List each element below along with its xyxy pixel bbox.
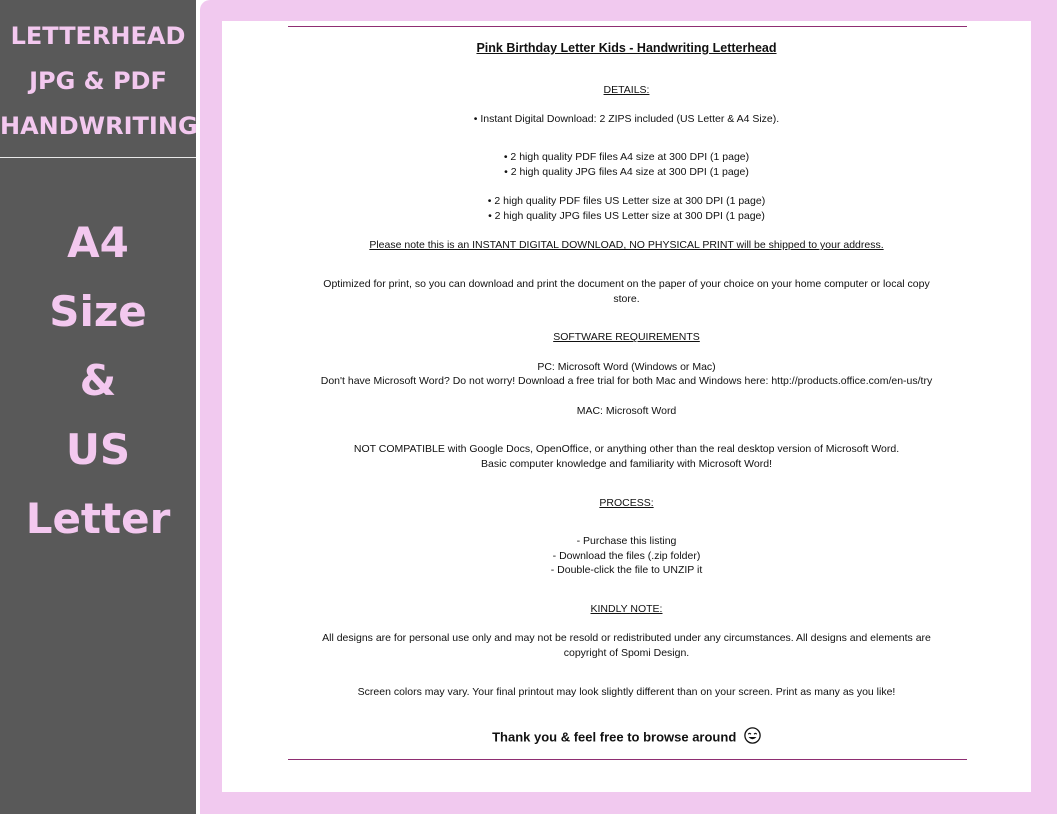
details-us-pdf: • 2 high quality PDF files US Letter size at 300 DPI (1 page) xyxy=(487,195,766,207)
document-title: Pink Birthday Letter Kids - Handwriting Letterhead xyxy=(476,41,777,55)
optimized-text-line-1: Optimized for print, so you can download and print the document on the paper of your choice on your home computer or local copy xyxy=(323,278,930,290)
smiling-face-icon xyxy=(744,727,761,749)
heading-line: LETTERHEAD xyxy=(10,22,186,50)
sidebar-divider xyxy=(0,157,196,158)
details-us-jpg: • 2 high quality JPG files US Letter size at 300 DPI (1 page) xyxy=(488,210,765,222)
size-line: Size xyxy=(49,287,147,336)
process-step-3: - Double-click the file to UNZIP it xyxy=(550,564,703,576)
size-line: Letter xyxy=(25,494,171,543)
details-a4-pdf: • 2 high quality PDF files A4 size at 300 DPI (1 page) xyxy=(503,151,750,163)
thank-you-line xyxy=(222,727,1031,749)
size-line: US xyxy=(65,425,131,474)
sidebar-panel xyxy=(0,0,196,814)
heading-line: HANDWRITING xyxy=(0,112,198,140)
details-heading: DETAILS: xyxy=(603,84,650,96)
software-no-word: Don't have Microsoft Word? Do not worry! Download a free trial for both Mac and Windows here: http://products.office.com/en-us/try xyxy=(320,375,933,387)
optimized-text-line-2: store. xyxy=(613,293,640,305)
process-step-1: - Purchase this listing xyxy=(576,535,677,547)
not-compatible-text: NOT COMPATIBLE with Google Docs, OpenOffice, or anything other than the real desktop version of Microsoft Word. xyxy=(353,443,900,455)
size-line: & xyxy=(79,356,117,405)
screen-colors-text: Screen colors may vary. Your final printout may look slightly different than on your screen. Print as many as you like! xyxy=(357,686,896,698)
bottom-rule xyxy=(288,759,967,760)
details-a4-jpg: • 2 high quality JPG files A4 size at 300 DPI (1 page) xyxy=(504,166,749,178)
heading-line: JPG & PDF xyxy=(29,67,167,95)
details-instant: • Instant Digital Download: 2 ZIPS included (US Letter & A4 Size). xyxy=(473,113,780,125)
top-rule xyxy=(288,26,967,27)
digital-download-note: Please note this is an INSTANT DIGITAL DOWNLOAD, NO PHYSICAL PRINT will be shipped to your address. xyxy=(369,239,884,251)
thank-you-text: Thank you & feel free to browse around xyxy=(492,729,737,745)
size-line: A4 xyxy=(67,218,129,267)
process-step-2: - Download the files (.zip folder) xyxy=(552,550,701,562)
basic-knowledge-text: Basic computer knowledge and familiarity with Microsoft Word! xyxy=(480,458,772,470)
personal-use-line-2: copyright of Spomi Design. xyxy=(563,647,690,659)
sidebar-heading xyxy=(0,14,196,149)
kindly-note-heading: KINDLY NOTE: xyxy=(590,603,663,615)
software-heading: SOFTWARE REQUIREMENTS xyxy=(553,331,700,343)
software-pc: PC: Microsoft Word (Windows or Mac) xyxy=(537,361,716,373)
personal-use-line-1: All designs are for personal use only and may not be resold or redistributed under any circumstances. All designs and elements are xyxy=(322,632,931,644)
sidebar-size-label xyxy=(0,208,196,553)
process-heading: PROCESS: xyxy=(599,497,654,509)
software-mac: MAC: Microsoft Word xyxy=(576,405,677,417)
